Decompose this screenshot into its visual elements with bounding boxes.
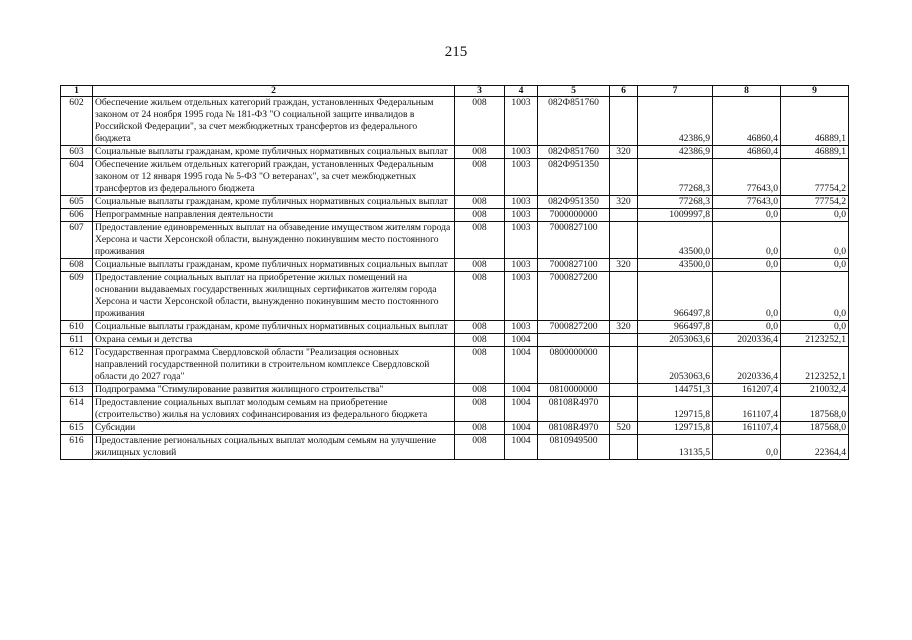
table-row xyxy=(61,435,849,460)
table-row xyxy=(61,422,849,435)
amount-cell: 161107,4 xyxy=(713,422,781,435)
amount-cell: 46860,4 xyxy=(713,97,781,146)
amount-cell: 46889,1 xyxy=(781,146,849,159)
row-number-cell: 606 xyxy=(61,209,93,222)
row-name-cell: Охрана семьи и детства xyxy=(93,334,455,347)
table-row xyxy=(61,209,849,222)
ministry-code-cell: 008 xyxy=(455,196,505,209)
row-number-cell: 611 xyxy=(61,334,93,347)
row-number-cell: 604 xyxy=(61,159,93,196)
target-article-cell: 0800000000 xyxy=(538,347,610,384)
target-article-cell: 082Ф851760 xyxy=(538,97,610,146)
expense-type-cell xyxy=(610,397,638,422)
expense-type-cell xyxy=(610,222,638,259)
amount-cell: 966497,8 xyxy=(638,272,713,321)
amount-cell: 0,0 xyxy=(781,209,849,222)
section-code-cell: 1004 xyxy=(505,347,538,384)
ministry-code-cell: 008 xyxy=(455,97,505,146)
table-row xyxy=(61,321,849,334)
amount-cell: 0,0 xyxy=(713,222,781,259)
table-row xyxy=(61,272,849,321)
row-number-cell: 614 xyxy=(61,397,93,422)
section-code-cell: 1003 xyxy=(505,146,538,159)
target-article-cell: 0810000000 xyxy=(538,384,610,397)
row-name-cell: Непрограммные направления деятельности xyxy=(93,209,455,222)
target-article-cell xyxy=(538,334,610,347)
row-name-cell: Предоставление социальных выплат молодым семьям на приобретение (строительство) жилья на условиях софинансирования из федерального бюджета xyxy=(93,397,455,422)
amount-cell: 0,0 xyxy=(713,272,781,321)
ministry-code-cell: 008 xyxy=(455,397,505,422)
amount-cell: 22364,4 xyxy=(781,435,849,460)
row-number-cell: 616 xyxy=(61,435,93,460)
expense-type-cell: 320 xyxy=(610,321,638,334)
target-article-cell: 08108R4970 xyxy=(538,397,610,422)
row-number-cell: 602 xyxy=(61,97,93,146)
row-name-cell: Социальные выплаты гражданам, кроме публичных нормативных социальных выплат xyxy=(93,259,455,272)
header-cell: 1 xyxy=(61,86,93,97)
amount-cell: 13135,5 xyxy=(638,435,713,460)
row-name-cell: Обеспечение жильем отдельных категорий граждан, установленных Федеральным законом от 12 января 1995 года № 5-ФЗ "О ветеранах", за счет межбюджетных трансфертов из федерального бюджета xyxy=(93,159,455,196)
amount-cell: 2020336,4 xyxy=(713,334,781,347)
expense-type-cell xyxy=(610,435,638,460)
amount-cell: 77268,3 xyxy=(638,159,713,196)
row-name-cell: Обеспечение жильем отдельных категорий граждан, установленных Федеральным законом от 24 ноября 1995 года № 181-ФЗ "О социальной защите инвалидов в Российской Федерации", за счет межбюджетных трансфертов из федерального бюджета xyxy=(93,97,455,146)
row-name-cell: Предоставление региональных социальных выплат молодым семьям на улучшение жилищных условий xyxy=(93,435,455,460)
amount-cell: 77754,2 xyxy=(781,196,849,209)
expense-type-cell xyxy=(610,384,638,397)
target-article-cell: 082Ф951350 xyxy=(538,159,610,196)
row-number-cell: 609 xyxy=(61,272,93,321)
section-code-cell: 1004 xyxy=(505,334,538,347)
header-cell: 8 xyxy=(713,86,781,97)
amount-cell: 161207,4 xyxy=(713,384,781,397)
amount-cell: 77268,3 xyxy=(638,196,713,209)
ministry-code-cell: 008 xyxy=(455,209,505,222)
section-code-cell: 1003 xyxy=(505,222,538,259)
page-number: 215 xyxy=(444,44,468,60)
expense-type-cell: 520 xyxy=(610,422,638,435)
table-body xyxy=(61,97,849,460)
ministry-code-cell: 008 xyxy=(455,435,505,460)
header-cell: 4 xyxy=(505,86,538,97)
ministry-code-cell: 008 xyxy=(455,422,505,435)
amount-cell: 46860,4 xyxy=(713,146,781,159)
row-name-cell: Социальные выплаты гражданам, кроме публичных нормативных социальных выплат xyxy=(93,196,455,209)
header-cell: 9 xyxy=(781,86,849,97)
target-article-cell: 7000827200 xyxy=(538,321,610,334)
row-name-cell: Государственная программа Свердловской области "Реализация основных направлений государственной политики в строительном комплексе Свердловской области до 2027 года" xyxy=(93,347,455,384)
expense-type-cell: 320 xyxy=(610,196,638,209)
amount-cell: 129715,8 xyxy=(638,422,713,435)
table-row xyxy=(61,146,849,159)
expense-type-cell xyxy=(610,209,638,222)
amount-cell: 42386,9 xyxy=(638,97,713,146)
header-cell: 7 xyxy=(638,86,713,97)
amount-cell: 1009997,8 xyxy=(638,209,713,222)
target-article-cell: 7000827100 xyxy=(538,259,610,272)
table-row xyxy=(61,97,849,146)
expense-type-cell xyxy=(610,334,638,347)
ministry-code-cell: 008 xyxy=(455,384,505,397)
expense-type-cell: 320 xyxy=(610,259,638,272)
amount-cell: 0,0 xyxy=(781,222,849,259)
row-number-cell: 613 xyxy=(61,384,93,397)
table-row xyxy=(61,384,849,397)
ministry-code-cell: 008 xyxy=(455,222,505,259)
ministry-code-cell: 008 xyxy=(455,321,505,334)
section-code-cell: 1004 xyxy=(505,435,538,460)
table-row xyxy=(61,397,849,422)
expense-type-cell xyxy=(610,97,638,146)
amount-cell: 2123252,1 xyxy=(781,347,849,384)
amount-cell: 144751,3 xyxy=(638,384,713,397)
ministry-code-cell: 008 xyxy=(455,146,505,159)
amount-cell: 129715,8 xyxy=(638,397,713,422)
amount-cell: 161107,4 xyxy=(713,397,781,422)
amount-cell: 2053063,6 xyxy=(638,347,713,384)
amount-cell: 43500,0 xyxy=(638,259,713,272)
section-code-cell: 1004 xyxy=(505,397,538,422)
section-code-cell: 1003 xyxy=(505,97,538,146)
header-cell: 2 xyxy=(93,86,455,97)
amount-cell: 77643,0 xyxy=(713,196,781,209)
expense-type-cell xyxy=(610,272,638,321)
target-article-cell: 7000000000 xyxy=(538,209,610,222)
section-code-cell: 1003 xyxy=(505,196,538,209)
amount-cell: 966497,8 xyxy=(638,321,713,334)
target-article-cell: 082Ф951350 xyxy=(538,196,610,209)
amount-cell: 2020336,4 xyxy=(713,347,781,384)
expense-type-cell xyxy=(610,159,638,196)
header-row xyxy=(61,86,849,97)
row-name-cell: Предоставление социальных выплат на приобретение жилых помещений на основании выдаваемых государственных жилищных сертификатов жителям города Херсона и части Херсонской области, вынужденно покинувшим место постоянного проживания xyxy=(93,272,455,321)
target-article-cell: 7000827200 xyxy=(538,272,610,321)
header-cell: 5 xyxy=(538,86,610,97)
target-article-cell: 7000827100 xyxy=(538,222,610,259)
section-code-cell: 1003 xyxy=(505,209,538,222)
ministry-code-cell: 008 xyxy=(455,272,505,321)
amount-cell: 0,0 xyxy=(713,435,781,460)
ministry-code-cell: 008 xyxy=(455,334,505,347)
row-name-cell: Субсидии xyxy=(93,422,455,435)
amount-cell: 77754,2 xyxy=(781,159,849,196)
target-article-cell: 082Ф851760 xyxy=(538,146,610,159)
row-number-cell: 610 xyxy=(61,321,93,334)
section-code-cell: 1003 xyxy=(505,259,538,272)
amount-cell: 210032,4 xyxy=(781,384,849,397)
section-code-cell: 1004 xyxy=(505,384,538,397)
expense-type-cell: 320 xyxy=(610,146,638,159)
table-row xyxy=(61,159,849,196)
table-row xyxy=(61,196,849,209)
expense-type-cell xyxy=(610,347,638,384)
amount-cell: 43500,0 xyxy=(638,222,713,259)
ministry-code-cell: 008 xyxy=(455,259,505,272)
header-cell: 3 xyxy=(455,86,505,97)
row-number-cell: 605 xyxy=(61,196,93,209)
amount-cell: 2053063,6 xyxy=(638,334,713,347)
row-number-cell: 612 xyxy=(61,347,93,384)
amount-cell: 187568,0 xyxy=(781,422,849,435)
amount-cell: 0,0 xyxy=(781,259,849,272)
row-name-cell: Предоставление единовременных выплат на обзаведение имуществом жителям города Херсона и части Херсонской области, вынужденно покинувшим место постоянного проживания xyxy=(93,222,455,259)
row-name-cell: Социальные выплаты гражданам, кроме публичных нормативных социальных выплат xyxy=(93,146,455,159)
ministry-code-cell: 008 xyxy=(455,159,505,196)
amount-cell: 46889,1 xyxy=(781,97,849,146)
section-code-cell: 1004 xyxy=(505,422,538,435)
amount-cell: 0,0 xyxy=(713,321,781,334)
table-row xyxy=(61,259,849,272)
row-name-cell: Подпрограмма "Стимулирование развития жилищного строительства" xyxy=(93,384,455,397)
table-row xyxy=(61,222,849,259)
row-name-cell: Социальные выплаты гражданам, кроме публичных нормативных социальных выплат xyxy=(93,321,455,334)
table-row xyxy=(61,334,849,347)
row-number-cell: 608 xyxy=(61,259,93,272)
row-number-cell: 603 xyxy=(61,146,93,159)
row-number-cell: 615 xyxy=(61,422,93,435)
budget-table xyxy=(60,85,849,460)
table-row xyxy=(61,347,849,384)
target-article-cell: 0810949500 xyxy=(538,435,610,460)
ministry-code-cell: 008 xyxy=(455,347,505,384)
target-article-cell: 08108R4970 xyxy=(538,422,610,435)
section-code-cell: 1003 xyxy=(505,159,538,196)
amount-cell: 187568,0 xyxy=(781,397,849,422)
amount-cell: 0,0 xyxy=(781,272,849,321)
amount-cell: 42386,9 xyxy=(638,146,713,159)
section-code-cell: 1003 xyxy=(505,272,538,321)
amount-cell: 2123252,1 xyxy=(781,334,849,347)
amount-cell: 0,0 xyxy=(781,321,849,334)
amount-cell: 77643,0 xyxy=(713,159,781,196)
amount-cell: 0,0 xyxy=(713,209,781,222)
row-number-cell: 607 xyxy=(61,222,93,259)
header-cell: 6 xyxy=(610,86,638,97)
section-code-cell: 1003 xyxy=(505,321,538,334)
amount-cell: 0,0 xyxy=(713,259,781,272)
